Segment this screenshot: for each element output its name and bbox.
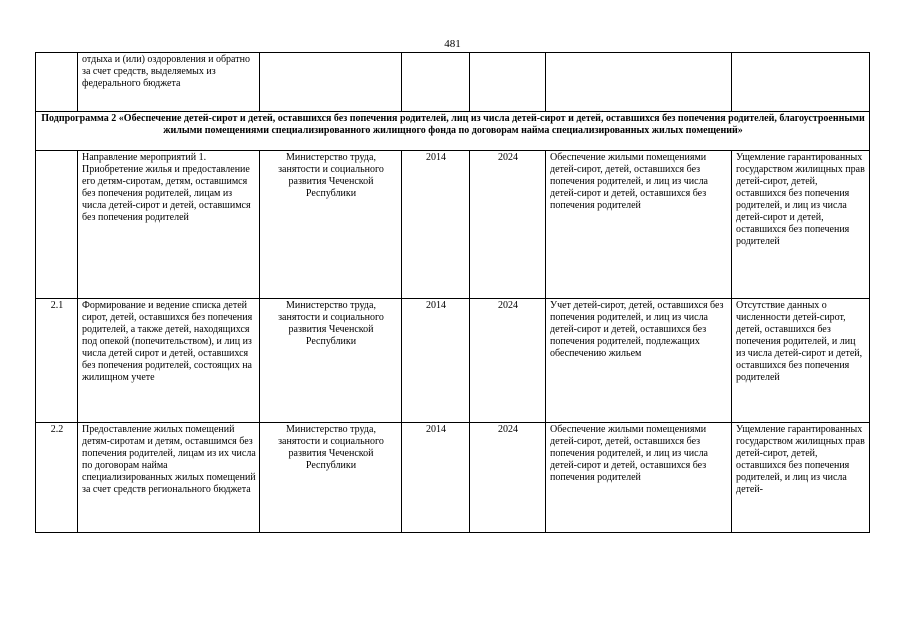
- cell-number: 2.1: [36, 299, 78, 423]
- cell-executor: Министерство труда, занятости и социального развития Чеченской Республики: [260, 299, 402, 423]
- cell-end-year: 2024: [470, 423, 546, 533]
- cell-consequence: Ущемление гарантированных государством жилищных прав детей-сирот, детей, оставшихся без попечения родителей, и лиц из числа детей-сирот и детей, оставшихся без попечения родителей: [732, 151, 870, 299]
- subprogram-row: [36, 112, 870, 151]
- subprogram-title: Подпрограмма 2 «Обеспечение детей-сирот и детей, оставшихся без попечения родителей, лиц из числа детей-сирот и детей, оставшихся без попечения родителей, благоустроенными жилыми помещениями специализированного жилищного фонда по договорам найма специализированных жилых помещений»: [36, 112, 870, 151]
- cell-end-year: 2024: [470, 299, 546, 423]
- table-row: [36, 423, 870, 533]
- cell-end-year: [470, 53, 546, 112]
- cell-start-year: [402, 53, 470, 112]
- cell-activity-name: Формирование и ведение списка детей сирот, детей, оставшихся без попечения родителей, а также детей, находящихся под опекой (попечительством), и лиц из числа детей сирот и детей, оставшихся без попечения родителей, состоящих на жилищном учете: [78, 299, 260, 423]
- cell-consequence: [732, 53, 870, 112]
- cell-activity-name: Предоставление жилых помещений детям-сиротам и детям, оставшимся без попечения родителей, лицам из их числа по договорам найма специализированных жилых помещений за счет средств регионального бюджета: [78, 423, 260, 533]
- cell-executor: Министерство труда, занятости и социального развития Чеченской Республики: [260, 423, 402, 533]
- cell-activity-name: отдыха и (или) оздоровления и обратно за счет средств, выделяемых из федерального бюджета: [78, 53, 260, 112]
- cell-start-year: 2014: [402, 423, 470, 533]
- cell-expected-result: [546, 53, 732, 112]
- cell-executor: Министерство труда, занятости и социального развития Чеченской Республики: [260, 151, 402, 299]
- table-row: [36, 53, 870, 112]
- program-activities-table: [35, 52, 870, 533]
- cell-consequence: Ущемление гарантированных государством жилищных прав детей-сирот, детей, оставшихся без попечения родителей, и лиц из числа детей-: [732, 423, 870, 533]
- cell-number: [36, 151, 78, 299]
- cell-end-year: 2024: [470, 151, 546, 299]
- cell-activity-name: Направление мероприятий 1. Приобретение жилья и предоставление его детям-сиротам, детям, оставшимся без попечения родителей, лицам из числа детей-сирот и детей, оставшимся без попечения родителей: [78, 151, 260, 299]
- page-number: 481: [444, 38, 461, 50]
- cell-start-year: 2014: [402, 299, 470, 423]
- table-row: [36, 151, 870, 299]
- cell-number: [36, 53, 78, 112]
- cell-consequence: Отсутствие данных о численности детей-сирот, детей, оставшихся без попечения родителей, и лиц из числа детей-сирот и детей, оставшихся без попечения родителей: [732, 299, 870, 423]
- cell-expected-result: Учет детей-сирот, детей, оставшихся без попечения родителей, и лиц из числа детей-сирот и детей, оставшихся без попечения родителей, подлежащих обеспечению жильем: [546, 299, 732, 423]
- table-row: [36, 299, 870, 423]
- cell-expected-result: Обеспечение жилыми помещениями детей-сирот, детей, оставшихся без попечения родителей, и лиц из числа детей-сирот и детей, оставшихся без попечения родителей: [546, 151, 732, 299]
- cell-start-year: 2014: [402, 151, 470, 299]
- cell-number: 2.2: [36, 423, 78, 533]
- cell-executor: [260, 53, 402, 112]
- cell-expected-result: Обеспечение жилыми помещениями детей-сирот, детей, оставшихся без попечения родителей, и лиц из числа детей-сирот и детей, оставшихся без попечения родителей: [546, 423, 732, 533]
